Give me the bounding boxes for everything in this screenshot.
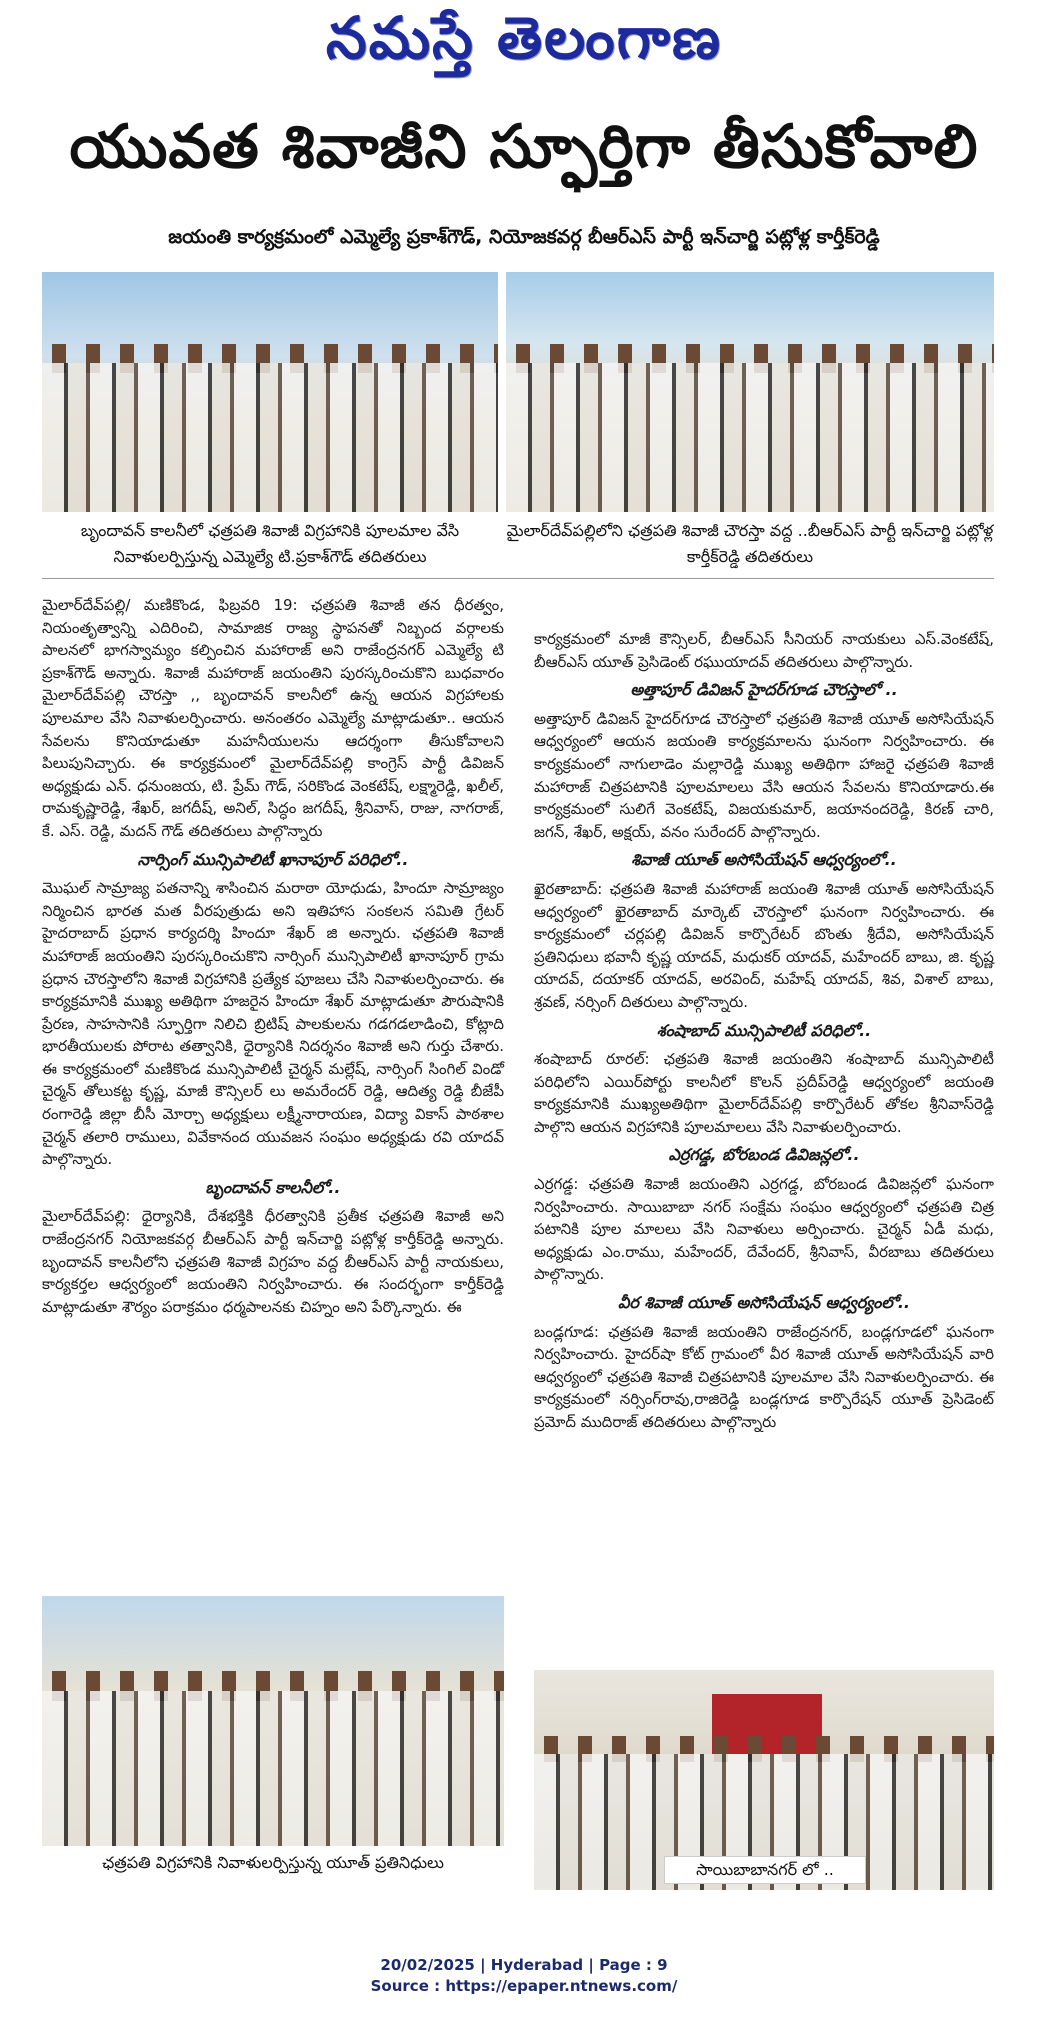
paragraph: మైలార్‌దేవ్‌పల్లి: ధైర్యానికి, దేశభక్తికి ధీరత్వానికి ప్రతీక ఛత్రపతి శివాజీ అని రాజేంద్రనగర్ నియోజకవర్గ బీఆర్ఎస్ పార్టీ ఇన్‌చార్జి పట్లోళ్ల కార్తీక్‌రెడ్డి అన్నారు. బృందావన్ కాలనీలోని ఛత్రపతి శివాజీ విగ్రహం వద్ద బీఆర్ఎస్ పార్టీ నాయకులు, కార్యకర్తల ఆధ్వర్యంలో జయంతిని నిర్వహించారు. ఈ సందర్భంగా కార్తీక్‌రెడ్డి మాట్లాడుతూ శౌర్యం పరాక్రమం ధర్మపాలనకు చిహ్నం అని పేర్కొన్నారు. ఈ bbox=[42, 1207, 504, 1316]
photo-youth-representatives bbox=[42, 1596, 504, 1846]
article-headline: యువత శివాజీని స్ఫూర్తిగా తీసుకోవాలి bbox=[69, 112, 979, 182]
section-subheading: ఎర్రగడ్డ, బోరబండ డివిజన్లలో.. bbox=[668, 1145, 860, 1165]
section-subheading: శంషాబాద్ మున్సిపాలిటీ పరిధిలో.. bbox=[656, 1020, 872, 1040]
section-subheading: నార్సింగ్ మున్సిపాలిటీ ఖానాపూర్ పరిధిలో.. bbox=[137, 849, 409, 869]
photo-caption: సాయిబాబానగర్ లో .. bbox=[664, 1856, 866, 1884]
page-footer bbox=[0, 1955, 1048, 1997]
article-column-right bbox=[534, 628, 994, 1438]
article-column-left bbox=[42, 594, 504, 1322]
photo-caption: ఛత్రపతి విగ్రహానికి నివాళులర్పిస్తున్న యూత్ ప్రతినిధులు bbox=[102, 1853, 444, 1872]
masthead bbox=[0, 0, 1048, 90]
newspaper-logo: నమస్తే తెలంగాణ bbox=[326, 4, 722, 72]
section-subheading: బృందావన్ కాలనీలో.. bbox=[205, 1177, 341, 1197]
divider bbox=[42, 578, 994, 579]
photo-caption: బృందావన్ కాలనీలో ఛత్రపతి శివాజీ విగ్రహానికి పూలమాల వేసి నివాళులర్పిస్తున్న ఎమ్మెల్యే టి.ప్రకాశ్‌గౌడ్ తదితరులు bbox=[80, 521, 460, 566]
section-subheading: అత్తాపూర్ డివిజన్ హైదర్‌గూడ చౌరస్తాలో .. bbox=[630, 680, 898, 700]
paragraph: అత్తాపూర్ డివిజన్ హైదర్‌గూడ చౌరస్తాలో ఛత్రపతి శివాజీ యూత్ అసోసియేషన్ ఆధ్వర్యంలో ఆయన జయంతి కార్యక్రమాలను ఘనంగా నిర్వహించారు. ఈ కార్యక్రమంలో నాగులాడెం మల్లారెడ్డి ముఖ్య అతిథిగా హాజరై ఛత్రపతి శివాజీ మహారాజ్ చిత్రపటానికి పూలమాలలు వేసి ఆయన సేవలను కొనియాడారు.ఈ కార్యక్రమంలో సులిగే వెంకటేష్, విజయకుమార్, జయానందరెడ్డి, కిరణ్ చారి, జగన్, శేఖర్, అక్షయ్, వనం సురేందర్ పాల్గొన్నారు. bbox=[534, 709, 994, 841]
photo-brundavan-colony bbox=[42, 272, 498, 512]
paragraph: మొఘల్ సామ్రాజ్య పతనాన్ని శాసించిన మరాఠా యోధుడు, హిందూ సామ్రాజ్యం నిర్మించిన భారత మత వీరపుత్రుడు అని ఇతిహాస సంకలన సమితి గ్రేటర్ హైదరాబాద్ ప్రధాన కార్యదర్శి హిందూ శేఖర్ జి అన్నారు. ఛత్రపతి శివాజీ మహారాజ్ జయంతిని పురస్కరించుకొని నార్సింగ్ మున్సిపాలిటీ ఖానాపూర్ గ్రామ ప్రధాన చౌరస్తాలోని శివాజీ విగ్రహానికి ప్రత్యేక పూజలు చేసి నివాళులర్పించారు. ఈ కార్యక్రమానికి ముఖ్య అతిథిగా హజరైన హిందూ శేఖర్ మాట్లాడుతూ పౌరుషానికి ప్రేరణ, సాహసానికి స్ఫూర్తిగా నిలిచి బ్రిటిష్ పాలకులను గడగడలాడించి, కోట్లాది భారతీయులకు పోరాట తత్వానికి, ధైర్యానికి నిదర్శనం శివాజీ అని గుర్తు చేశారు. ఈ కార్యక్రమంలో మణికొండ మున్సిపాలిటీ చైర్మన్ మల్లేష్, నార్సింగ్ సింగిల్ విండో చైర్మన్ తోలుకట్ట కృష్ణ, మాజీ కౌన్సిలర్ లు అమరేందర్ రెడ్డి, ఆదిత్య రెడ్డి బీజేపీ రంగారెడ్డి జిల్లా బీసీ మోర్చా అధ్యక్షులు లక్ష్మీనారాయణ, విద్యా వికాస్ పాఠశాల చైర్మన్ తలారి రాములు, వివేకానంద యువజన సంఘం అధ్యక్షుడు రవి యాదవ్ పాల్గొన్నారు. bbox=[42, 879, 504, 1169]
paragraph: ఖైరతాబాద్: ఛత్రపతి శివాజీ మహారాజ్ జయంతి శివాజీ యూత్ అసోసియేషన్ ఆధ్వర్యంలో ఖైరతాబాద్ మార్కెట్ చౌరస్తాలో ఘనంగా నిర్వహించారు. ఈ కార్యక్రమంలో చర్లపల్లి డివిజన్ కార్పొరేటర్ బొంతు శ్రీదేవి, అసోసియేషన్ ప్రతినిధులు భవానీ కృష్ణ యాదవ్, మధుకర్ యాదవ్, మహేందర్ బాబు, జి. కృష్ణ యాదవ్, దయాకర్ యాదవ్, అరవింద్, మహేష్ యాదవ్, శివ, విశాల్ బాబు, శ్రవణ్, నర్సింగ్ దితరులు పాల్గొన్నారు. bbox=[534, 879, 994, 1011]
paragraph: శంషాబాద్ రూరల్: ఛత్రపతి శివాజీ జయంతిని శంషాబాద్ మున్సిపాలిటీ పరిధిలోని ఎయిర్‌పోర్టు కాలనీలో కొలన్ ప్రదీప్‌రెడ్డి ఆధ్వర్యంలో జయంతి కార్యక్రమానికి ముఖ్యఅతిథిగా మైలార్‌దేవ్‌పల్లి కార్పొరేటర్ తోకల శ్రీనివాస్‌రెడ్డి పాల్గొని ఆయన విగ్రహానికి పూలమాలలు వేసి నివాళులర్పించారు. bbox=[534, 1050, 994, 1136]
edition-info: 20/02/2025 | Hyderabad | Page : 9 bbox=[380, 1956, 668, 1974]
paragraph: ఎర్రగడ్డ: ఛత్రపతి శివాజీ జయంతిని ఎర్రగడ్డ, బోరబండ డివిజన్లలో ఘనంగా నిర్వహించారు. సాయిబాబా నగర్ సంక్షేమ సంఘం ఆధ్వర్యంలో ఛత్రపతి చిత్ర పటానికి పూల మాలలు వేసి నివాళులు అర్పించారు. చైర్మన్ ఏడీ మధు, అధ్యక్షుడు ఎం.రాము, మహేందర్, దేవేందర్, శ్రీనివాస్, వీరబాబు తదితరులు పాల్గొన్నారు. bbox=[534, 1175, 994, 1284]
paragraph: మైలార్‌దేవ్‌పల్లి/ మణికొండ, ఫిబ్రవరి 19: ఛత్రపతి శివాజీ తన ధీరత్వం, నియంతృత్వాన్ని ఎదిరించి, సామాజిక రాజ్య స్థాపనతో నిబ్బంద వర్గాలకు పాలనలో భాగస్వామ్యం కల్పించిన మహారాజ్ అని రాజేంద్రనగర్ ఎమ్మెల్యే టి ప్రకాశ్‌గౌడ్ అన్నారు. శివాజీ మహారాజ్ జయంతిని పురస్కరించుకొని బుధవారం మైలార్‌దేవ్‌పల్లి చౌరస్తా ,, బృందావన్ కాలనీలో ఉన్న ఆయన విగ్రహాలకు పూలమాల వేసి నివాళులర్పించారు. అనంతరం ఎమ్మెల్యే మాట్లాడుతూ.. ఆయన సేవలను కొనియాడుతూ మహనీయులను ఆదర్శంగా తీసుకోవాలని పిలుపునిచ్చారు. ఈ కార్యక్రమంలో మైలార్‌దేవ్‌పల్లి కాంగ్రెస్ పార్టీ డివిజన్ అధ్యక్షుడు ఎన్. ధనుంజయ, టి. ప్రేమ్ గౌడ్, సరికొండ వెంకటేష్, లక్ష్మారెడ్డి, ఖలీల్, రామకృష్ణారెడ్డి, శేఖర్, జగదీష్, అనిల్, సిద్ధం జగదీష్, శ్రీనివాస్, రాజు, నాగరాజ్, కే. ఎస్. రెడ్డి, మదన్ గౌడ్ తదితరులు పాల్గొన్నారు bbox=[42, 596, 504, 840]
section-subheading: వీర శివాజీ యూత్ అసోసియేషన్ ఆధ్వర్యంలో.. bbox=[618, 1293, 910, 1313]
source-link[interactable]: Source : https://epaper.ntnews.com/ bbox=[370, 1977, 678, 1995]
photo-mailardevpally-chowrasta bbox=[506, 272, 994, 512]
article-subheadline: జయంతి కార్యక్రమంలో ఎమ్మెల్యే ప్రకాశ్‌గౌడ్, నియోజకవర్గ బీఆర్ఎస్ పార్టీ ఇన్‌చార్జి పట్లోళ్ల కార్తీక్‌రెడ్డి bbox=[168, 226, 880, 248]
paragraph: కార్యక్రమంలో మాజీ కౌన్సిలర్, బీఆర్ఎస్ సీనియర్ నాయకులు ఎస్.వెంకటేష్, బీఆర్ఎస్ యూత్ ప్రెసిడెంట్ రఘుయాదవ్ తదితరులు పాల్గొన్నారు. bbox=[534, 630, 994, 671]
section-subheading: శివాజీ యూత్ అసోసియేషన్ ఆధ్వర్యంలో.. bbox=[631, 850, 897, 870]
photo-caption: మైలార్‌దేవ్‌పల్లిలోని ఛత్రపతి శివాజీ చౌరస్తా వద్ద ..బీఆర్ఎస్ పార్టీ ఇన్‌చార్జి పట్లోళ్ల కార్తీక్‌రెడ్డి తదితరులు bbox=[506, 521, 994, 566]
paragraph: బండ్లగూడ: ఛత్రపతి శివాజీ జయంతిని రాజేంద్రనగర్, బండ్లగూడలో ఘనంగా నిర్వహించారు. హైదర్‌షా కోట్ గ్రామంలో వీర శివాజీ యూత్ అసోసియేషన్ వారి ఆధ్వర్యంలో ఛత్రపతి శివాజీ చిత్రపటానికి పూలమాల వేసి నివాళులర్పించారు. ఈ కార్యక్రమంలో నర్సింగ్‌రావు,రాజిరెడ్డి బండ్లగూడ కార్పొరేషన్ యూత్ ప్రెసిడెంట్ ప్రమోద్ ముదిరాజ్ తదితరులు పాల్గొన్నారు bbox=[534, 1322, 994, 1431]
